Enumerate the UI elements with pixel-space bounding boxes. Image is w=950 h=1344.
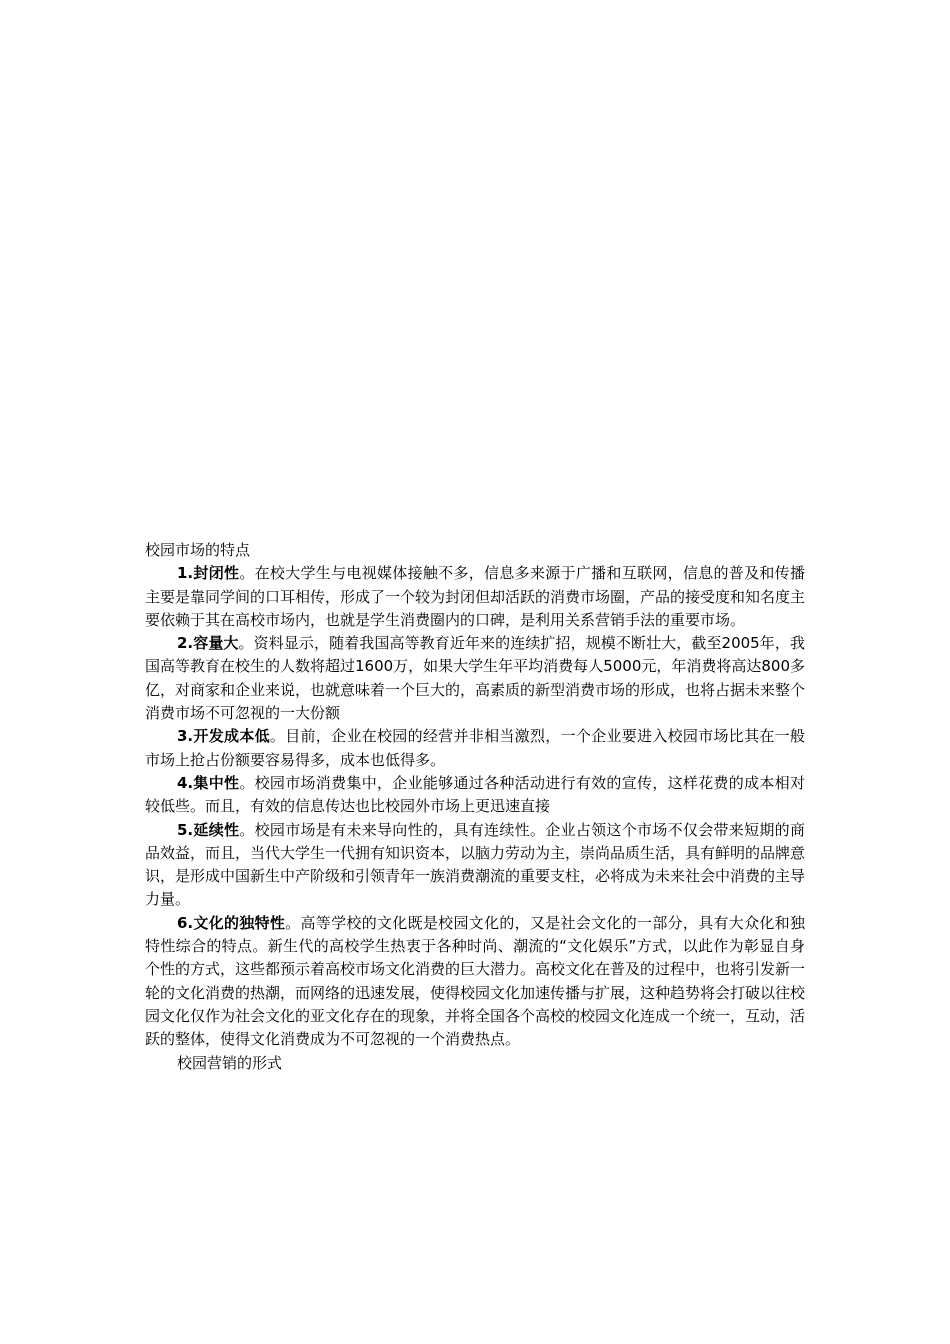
paragraph-text: 。高等学校的文化既是校园文化的，又是社会文化的一部分，具有大众化和独特性综合的特点。新生代的高校学生热衷于各种时尚、潮流的“文化娱乐”方式，以此作为彰显自身个性的方式，这些都预示着高校市场文化消费的巨大潜力。高校文化在普及的过程中，也将引发新一轮的文化消费的热潮，而网络的迅速发展，使得校园文化加速传播与扩展，这种趋势将会打破以往校园文化仅作为社会文化的亚文化存在的现象，并将全国各个高校的校园文化连成一个统一，互动，活跃的整体，使得文化消费成为不可忽视的一个消费热点。 [145,913,806,1049]
paragraph-text: 。校园市场消费集中，企业能够通过各种活动进行有效的宣传，这样花费的成本相对较低些。而且，有效的信息传达也比校园外市场上更迅速直接 [145,773,805,816]
section-heading: 校园市场的特点 [145,541,251,559]
paragraph-2 [145,632,805,725]
paragraph-term: 容量大 [193,634,239,653]
paragraph-text: 。在校大学生与电视媒体接触不多，信息多来源于广播和互联网，信息的普及和传播主要是靠同学间的口耳相传，形成了一个较为封闭但却活跃的消费市场圈，产品的接受度和知名度主要依赖于其在高校市场内，也就是学生消费圈内的口碑，是利用关系营销手法的重要市场。 [145,564,806,629]
paragraph-1 [145,562,805,632]
paragraph-5 [145,819,805,912]
paragraph-number: 1. [177,564,194,583]
section-subheading: 校园营销的形式 [177,1053,283,1072]
paragraph-term: 开发成本低 [193,727,270,746]
paragraph-number: 5. [177,820,194,839]
paragraph-number: 6. [177,913,194,932]
paragraph-number: 3. [177,727,194,746]
paragraph-term: 集中性 [193,773,240,792]
paragraph-term: 文化的独特性 [193,913,286,932]
paragraph-3 [145,725,805,772]
document-body [145,539,805,1075]
paragraph-term: 封闭性 [193,564,240,583]
paragraph-number: 4. [177,773,194,792]
paragraph-term: 延续性 [193,820,240,839]
paragraph-text: 。资料显示，随着我国高等教育近年来的连续扩招，规模不断壮大，截至2005年，我国高等教育在校生的人数将超过1600万，如果大学生年平均消费每人5000元，年消费将高达800多亿，对商家和企业来说，也就意味着一个巨大的，高素质的新型消费市场的形成，也将占据未来整个消费市场不可忽视的一大份额 [145,634,806,723]
paragraph-6 [145,912,805,1052]
paragraph-text: 。校园市场是有未来导向性的，具有连续性。企业占领这个市场不仅会带来短期的商品效益，而且，当代大学生一代拥有知识资本，以脑力劳动为主，崇尚品质生活，具有鲜明的品牌意识，是形成中国新生中产阶级和引领青年一族消费潮流的重要支柱，必将成为未来社会中消费的主导力量。 [145,820,806,909]
paragraph-number: 2. [177,634,194,653]
paragraph-4 [145,772,805,819]
paragraph-text: 。目前，企业在校园的经营并非相当激烈，一个企业要进入校园市场比其在一般市场上抢占份额要容易得多，成本也低得多。 [145,727,805,769]
